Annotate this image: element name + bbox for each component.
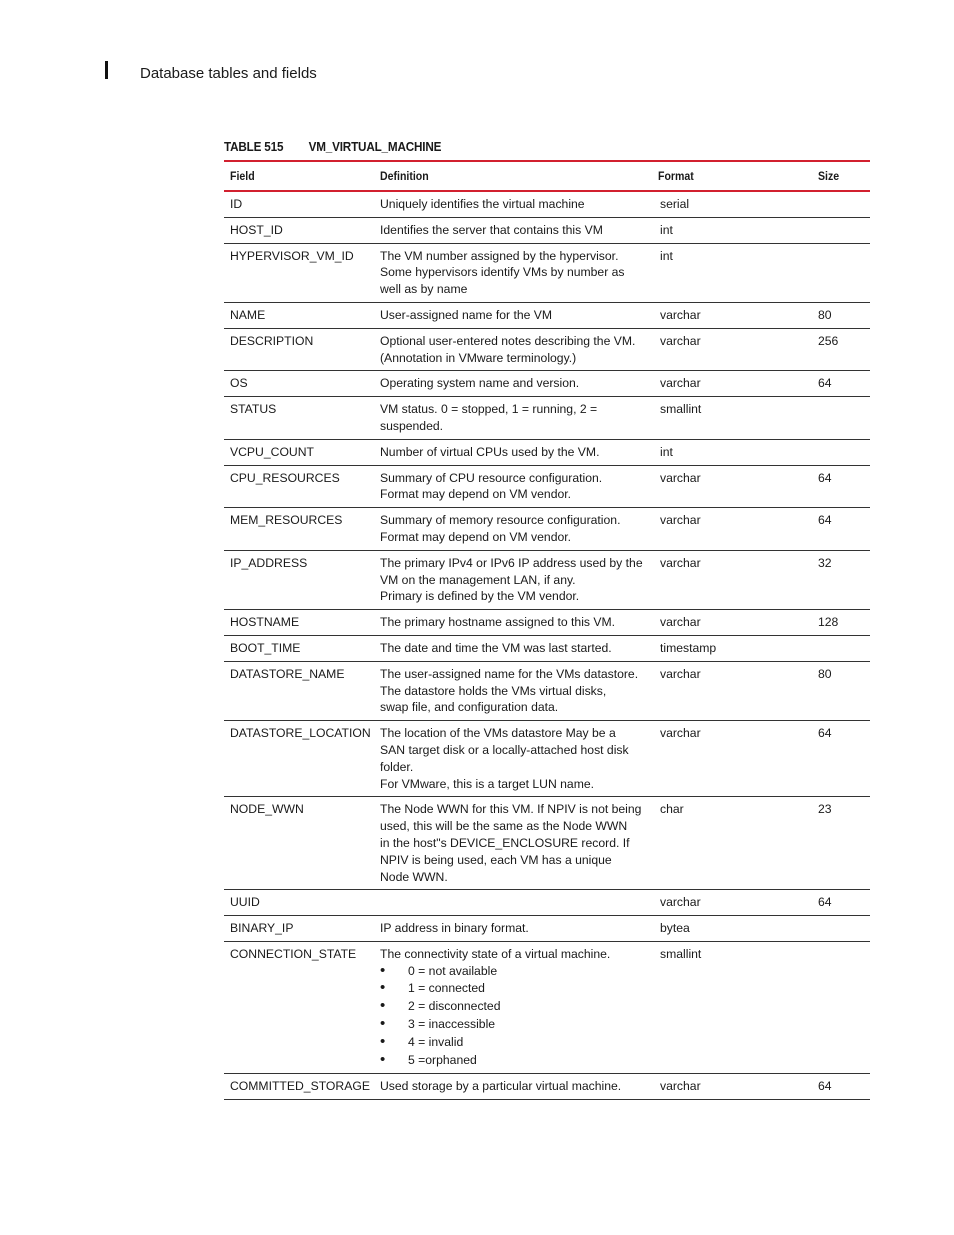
cell-size: 256	[818, 333, 839, 348]
cell-format: timestamp	[660, 640, 717, 655]
table-row	[224, 550, 870, 609]
table-row	[224, 661, 870, 720]
column-header-definition: Definition	[380, 169, 429, 183]
table-body	[224, 191, 870, 1100]
definition-line: Primary is defined by the VM vendor.	[380, 589, 580, 604]
cell-size: 64	[818, 895, 832, 910]
definition-line: For VMware, this is a target LUN name.	[380, 776, 595, 791]
cell-size	[812, 397, 870, 440]
cell-definition	[374, 661, 652, 720]
cell-format: serial	[660, 197, 690, 211]
table-row	[224, 941, 870, 1074]
cell-definition	[374, 191, 652, 217]
cell-format: int	[660, 248, 673, 263]
cell-format: varchar	[660, 307, 701, 322]
cell-size: 64	[818, 513, 832, 528]
definition-line: Identifies the server that contains this VM	[380, 222, 603, 237]
table-row	[224, 371, 870, 397]
definition-line: NPIV is being used, each VM has a unique	[380, 852, 612, 867]
cell-definition	[374, 941, 652, 1074]
cell-definition	[374, 610, 652, 636]
definition-line: The connectivity state of a virtual machine.	[380, 946, 611, 961]
definition-line: The location of the VMs datastore May be a	[380, 726, 616, 741]
table-row	[224, 191, 870, 217]
cell-definition	[374, 302, 652, 328]
cell-format: varchar	[660, 513, 701, 528]
cell-field: MEM_RESOURCES	[230, 513, 343, 528]
cell-field: BOOT_TIME	[230, 640, 301, 655]
cell-field: DATASTORE_LOCATION	[230, 726, 371, 741]
cell-field: CONNECTION_STATE	[230, 946, 357, 961]
column-header-format: Format	[658, 169, 694, 183]
cell-size	[812, 217, 870, 243]
definition-line: Format may depend on VM vendor.	[380, 529, 572, 544]
cell-field: STATUS	[230, 402, 277, 417]
definition-line: Summary of CPU resource configuration.	[380, 470, 603, 485]
cell-format: varchar	[660, 615, 701, 630]
cell-field: COMMITTED_STORAGE	[230, 1079, 370, 1094]
cell-field: DESCRIPTION	[230, 333, 314, 348]
cell-size	[812, 191, 870, 217]
cell-format: varchar	[660, 470, 701, 485]
cell-definition	[374, 916, 652, 942]
cell-field: IP_ADDRESS	[230, 555, 308, 570]
cell-field: DATASTORE_NAME	[230, 666, 345, 681]
cell-definition	[374, 721, 652, 797]
table-row	[224, 243, 870, 302]
cell-field: VCPU_COUNT	[230, 444, 314, 459]
cell-size: 64	[818, 376, 832, 391]
definition-line: in the host"s DEVICE_ENCLOSURE record. If	[380, 835, 630, 850]
definition-line: The user-assigned name for the VMs datastore.	[380, 666, 639, 681]
column-header-field: Field	[230, 169, 255, 183]
definition-line: The primary IPv4 or IPv6 IP address used by the	[380, 555, 643, 570]
definition-line: (Annotation in VMware terminology.)	[380, 350, 577, 365]
table-name: VM_VIRTUAL_MACHINE	[308, 139, 442, 154]
cell-format: int	[660, 222, 673, 237]
bullet-item: • 5 =orphaned	[380, 1052, 646, 1070]
definition-line: User-assigned name for the VM	[380, 307, 553, 322]
definition-line: used, this will be the same as the Node WWN	[380, 819, 628, 834]
cell-field: HYPERVISOR_VM_ID	[230, 248, 354, 263]
cell-definition	[374, 635, 652, 661]
cell-field: BINARY_IP	[230, 921, 294, 936]
table-caption	[224, 139, 441, 154]
cell-size	[812, 941, 870, 1074]
cell-size	[812, 439, 870, 465]
definition-line: Format may depend on VM vendor.	[380, 487, 572, 502]
table-row	[224, 397, 870, 440]
definition-line: Optional user-entered notes describing the VM.	[380, 333, 636, 348]
definition-line: The primary hostname assigned to this VM.	[380, 615, 616, 630]
header-margin-bar	[105, 61, 108, 79]
table-header-row	[224, 161, 870, 191]
cell-field: HOSTNAME	[230, 615, 300, 630]
definition-line: The datastore holds the VMs virtual disks,	[380, 683, 607, 698]
definition-line: well as by name	[380, 282, 468, 297]
definition-line: swap file, and configuration data.	[380, 700, 559, 715]
table-row	[224, 439, 870, 465]
definition-line: folder.	[380, 759, 414, 774]
table-row	[224, 217, 870, 243]
definition-line: IP address in binary format.	[380, 921, 529, 936]
table-row	[224, 721, 870, 797]
cell-field: HOST_ID	[230, 222, 283, 237]
cell-field: CPU_RESOURCES	[230, 470, 340, 485]
cell-format: varchar	[660, 555, 701, 570]
definition-line: SAN target disk or a locally-attached host disk	[380, 742, 629, 757]
table-row	[224, 890, 870, 916]
cell-size	[812, 635, 870, 661]
cell-definition	[374, 1074, 652, 1100]
cell-field: OS	[230, 376, 248, 391]
cell-format: varchar	[660, 333, 701, 348]
bullet-item: • 4 = invalid	[380, 1034, 646, 1052]
cell-format: varchar	[660, 666, 701, 681]
cell-size: 64	[818, 1079, 832, 1094]
definition-line: Used storage by a particular virtual machine.	[380, 1079, 622, 1094]
cell-format: varchar	[660, 895, 701, 910]
table-row	[224, 916, 870, 942]
cell-field: NAME	[230, 307, 266, 322]
definition-line: Uniquely identifies the virtual machine	[380, 197, 585, 211]
definition-line: Some hypervisors identify VMs by number as	[380, 265, 625, 280]
cell-format: int	[660, 444, 673, 459]
cell-size: 128	[818, 615, 839, 630]
bullet-item: • 0 = not available	[380, 963, 646, 981]
table-row	[224, 610, 870, 636]
definition-line: The VM number assigned by the hypervisor.	[380, 248, 619, 263]
cell-definition	[374, 397, 652, 440]
cell-definition	[374, 243, 652, 302]
table-row	[224, 797, 870, 890]
table-row	[224, 465, 870, 508]
cell-format: varchar	[660, 376, 701, 391]
cell-format: smallint	[660, 946, 702, 961]
cell-size: 80	[818, 666, 832, 681]
cell-format: varchar	[660, 726, 701, 741]
cell-definition	[374, 465, 652, 508]
cell-size: 64	[818, 726, 832, 741]
cell-field: ID	[230, 197, 243, 211]
definition-bullet-list	[380, 963, 646, 1070]
bullet-item: • 1 = connected	[380, 980, 646, 998]
cell-definition	[374, 217, 652, 243]
bullet-item: • 2 = disconnected	[380, 998, 646, 1016]
definition-line: The Node WWN for this VM. If NPIV is not being	[380, 802, 642, 817]
definition-line: Operating system name and version.	[380, 376, 580, 391]
definition-line: The date and time the VM was last started.	[380, 640, 612, 655]
cell-size: 64	[818, 470, 832, 485]
cell-size: 32	[818, 555, 832, 570]
column-header-size: Size	[818, 169, 840, 183]
cell-format: bytea	[660, 921, 690, 936]
definition-line: VM on the management LAN, if any.	[380, 572, 576, 587]
definition-line: VM status. 0 = stopped, 1 = running, 2 =	[380, 402, 598, 417]
table-container	[224, 160, 870, 1100]
cell-definition	[374, 439, 652, 465]
definition-line: Number of virtual CPUs used by the VM.	[380, 444, 600, 459]
definition-line: suspended.	[380, 418, 444, 433]
section-title: Database tables and fields	[140, 65, 317, 82]
cell-definition	[374, 797, 652, 890]
cell-definition	[374, 550, 652, 609]
table-row	[224, 302, 870, 328]
cell-definition	[374, 371, 652, 397]
cell-format: smallint	[660, 402, 702, 417]
table-row	[224, 328, 870, 371]
cell-size: 23	[818, 802, 832, 817]
cell-size	[812, 243, 870, 302]
table-row	[224, 508, 870, 551]
definition-line: Summary of memory resource configuration.	[380, 513, 621, 528]
cell-size	[812, 916, 870, 942]
bullet-item: • 3 = inaccessible	[380, 1016, 646, 1034]
cell-size: 80	[818, 307, 832, 322]
cell-field: UUID	[230, 895, 260, 910]
table-row	[224, 635, 870, 661]
cell-format: char	[660, 802, 684, 817]
cell-format: varchar	[660, 1079, 701, 1094]
cell-definition	[374, 890, 652, 916]
table-row	[224, 1074, 870, 1100]
cell-definition	[374, 508, 652, 551]
definition-line: Node WWN.	[380, 869, 448, 884]
cell-definition	[374, 328, 652, 371]
table-number: TABLE 515	[224, 139, 284, 154]
vm-virtual-machine-table	[224, 160, 870, 1100]
cell-field: NODE_WWN	[230, 802, 304, 817]
